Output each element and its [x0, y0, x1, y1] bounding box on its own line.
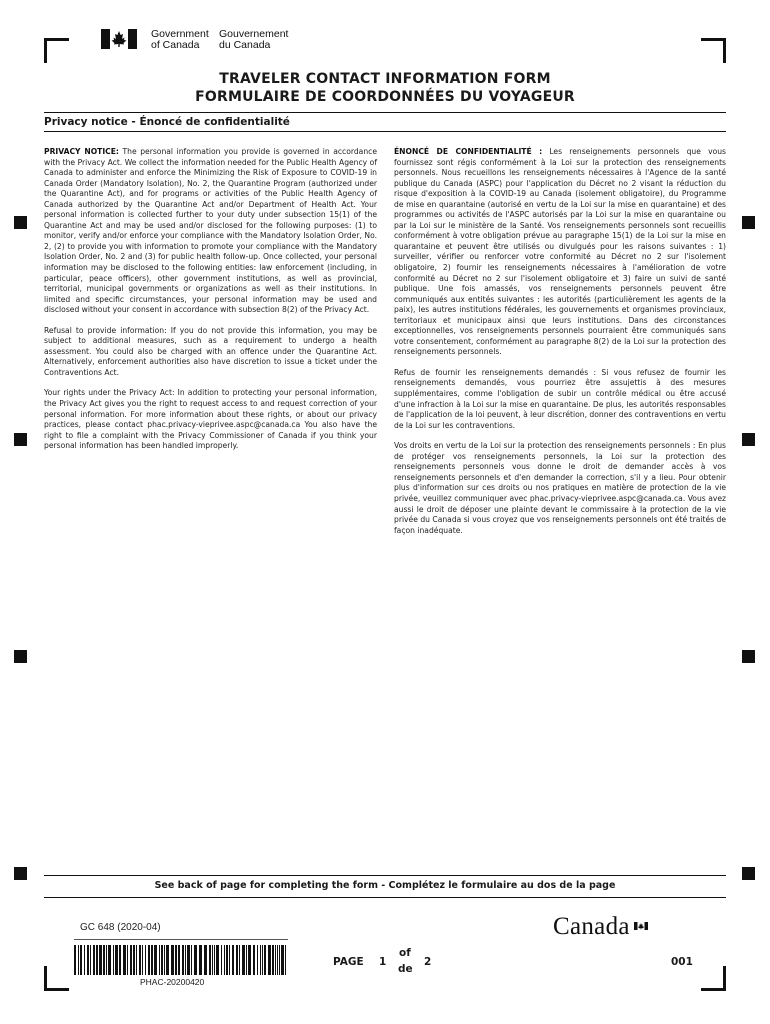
canada-flag-icon: [101, 29, 137, 53]
french-paragraph-2: Refus de fournir les renseignements demandés : Si vous refusez de fournir les renseignements demandés, vous pourriez être assujettis à des mesures supplémentaires, comme l'obligation de subir un contrôle médical ou être accusé d'une infraction à la Loi sur la mise en quarantaine. De plus, les autorités responsables de l'application de la loi peuvent, à leur discrétion, donner des contraventions en vertu de la Loi sur les contraventions.: [394, 367, 726, 430]
gov-fr-line2: du Canada: [219, 39, 271, 51]
page-current: 1: [379, 956, 387, 968]
crop-mark-top-left: [44, 38, 69, 63]
back-of-page-note: See back of page for completing the form - Complétez le formulaire au dos de la page: [154, 880, 616, 891]
page-label: PAGE: [333, 956, 364, 968]
english-privacy-label: PRIVACY NOTICE:: [44, 147, 119, 156]
gov-fr-line1: Gouvernement: [219, 28, 289, 40]
government-of-canada-en: [151, 29, 209, 51]
registration-mark: [742, 867, 755, 880]
divider: [44, 875, 726, 876]
french-paragraph-3: Vos droits en vertu de la Loi sur la protection des renseignements personnels : En plus de protéger vos renseignements personnels, la Loi sur la protection des renseignements personnels vous donne le droit de demander accès à vos renseignements personnels et d'en demander la correction, s'il y a lieu. Pour obtenir plus d'information sur ces droits ou nos pratiques en matière de protection de la vie privée, veuillez communiquer avec phac.privacy-vieprivee.aspc@canada.ca. Vous avez aussi le droit de déposer une plainte devant le commissaire à la protection de la vie privée du Canada si vous croyez que vos renseignements personnels ont été traités de façon inadéquate.: [394, 441, 726, 535]
wordmark-text: Canada: [553, 913, 630, 940]
form-title-fr: FORMULAIRE DE COORDONNÉES DU VOYAGEUR: [195, 89, 575, 105]
english-paragraph-3: Your rights under the Privacy Act: In addition to protecting your personal information, the Privacy Act gives you the right to request access to and request correction of your personal information. For more information about these rights, or about our privacy practices, please contact phac.privacy-vieprivee.aspc@canada.ca You also have the right to file a complaint with the Privacy Commissioner of Canada if you think your personal information has been handled improperly.: [44, 388, 377, 451]
french-privacy-label: ÉNONCÉ DE CONFIDENTIALITÉ :: [394, 147, 543, 156]
registration-mark: [742, 433, 755, 446]
registration-mark: [14, 433, 27, 446]
privacy-heading: Privacy notice - Énoncé de confidentialité: [44, 116, 290, 128]
registration-mark: [742, 650, 755, 663]
crop-mark-bottom-left: [44, 966, 69, 991]
registration-mark: [14, 216, 27, 229]
registration-mark: [14, 867, 27, 880]
divider: [74, 939, 288, 940]
divider: [44, 131, 726, 132]
gov-en-line2: of Canada: [151, 39, 200, 51]
registration-mark: [14, 650, 27, 663]
english-privacy-text: The personal information you provide is governed in accordance with the Privacy Act. We collect the information needed for the Public Health Agency of Canada to administer and enforce the Minimizing the Risk of Exposure to COVID-19 in Canada Order (Mandatory Isolation), No. 2, the Quarantine Program (authorized under the Quarantine Act), and for programs or activities of the Public Health Agency of Canada authorized by the Quarantine Act and/or Department of Health Act. Your personal information is collected further to your duty under subsection 15(1) of the Quarantine Act and may be used and/or disclosed for the following purposes: (1) to monitor, verify and/or enforce your compliance with the Mandatory Isolation Order, No. 2, (2) to provide you with information to promote your compliance with the Mandatory Isolation Order, No. 2 and (3) for public health follow-up. Once collected, your personal information may be disclosed to the following entities: law enforcement (including, in particular, peace officers), other government institutions, as well as provincial, territorial, municipal governments or organizations as well as their institutions. In limited and specific circumstances, your personal information may be used and disclosed without your consent in accordance with subsection 8(2) of the Privacy Act.: [44, 147, 377, 315]
de-label: de: [398, 963, 413, 975]
registration-mark: [742, 216, 755, 229]
crop-mark-top-right: [701, 38, 726, 63]
french-paragraph-1: [394, 147, 726, 358]
french-privacy-text: Les renseignements personnels que vous fournissez sont régis conformément à la Loi sur la protection des renseignements personnels. Nous recueillons les renseignements nécessaires à l'Agence de la santé publique du Canada (ASPC) pour l'application du Décret no 2 visant la réduction du risque d'exposition à la COVID-19 au Canada (isolement obligatoire), du Programme de mise en quarantaine (autorisé en vertu de la Loi sur la mise en quarantaine) et des programmes ou activités de l'ASPC autorisés par la Loi sur la mise en quarantaine ou par la Loi sur le ministère de la Santé. Vos renseignements personnels sont recueillis conformément à votre obligation prévue au paragraphe 15(1) de la Loi sur la mise en quarantaine et peuvent être utilisés ou divulgués pour les raisons suivantes : 1) surveiller, vérifier ou renforcer votre conformité au Décret no 2 sur l'isolement obligatoire, 2) fournir les renseignements nécessaires à l'amélioration de votre conformité au Décret no 2 sur l'isolement obligatoire et 3) faire un suivi de santé publique. Une fois amassés, vos renseignements personnels peuvent être communiqués aux entités suivantes : les autorités (particulièrement les agents de la paix), les autres institutions fédérales, les gouvernements et organismes provinciaux, territoriaux et municipaux ainsi que leurs institutions. Dans des circonstances exceptionnelles, vos renseignements personnels pourraient être communiqués sans votre consentement, conformément au paragraphe 8(2) de la Loi sur la protection des renseignements personnels.: [394, 147, 726, 357]
form-title-en: TRAVELER CONTACT INFORMATION FORM: [219, 71, 551, 87]
english-paragraph-1: [44, 147, 377, 316]
page-total: 2: [424, 956, 432, 968]
english-paragraph-2: Refusal to provide information: If you do not provide this information, you may be subject to additional measures, such as a requirement to undergo a health assessment. You could also be charged with an offence under the Quarantine Act. Alternatively, enforcement authorities also have discretion to issue a ticket under the Contraventions Act.: [44, 325, 377, 377]
privacy-notice-english: [44, 147, 377, 462]
gouvernement-du-canada-fr: [219, 29, 288, 51]
form-code: 001: [671, 956, 693, 968]
form-number: GC 648 (2020-04): [80, 922, 161, 933]
wordmark-flag-icon: [634, 915, 648, 934]
divider: [44, 897, 726, 898]
of-label: of: [399, 947, 411, 959]
gov-en-line1: Government: [151, 28, 209, 40]
divider: [44, 112, 726, 113]
privacy-notice-french: [394, 147, 726, 546]
barcode-text: PHAC-20200420: [140, 977, 205, 987]
crop-mark-bottom-right: [701, 966, 726, 991]
canada-wordmark: [553, 913, 630, 941]
barcode: [74, 945, 288, 975]
